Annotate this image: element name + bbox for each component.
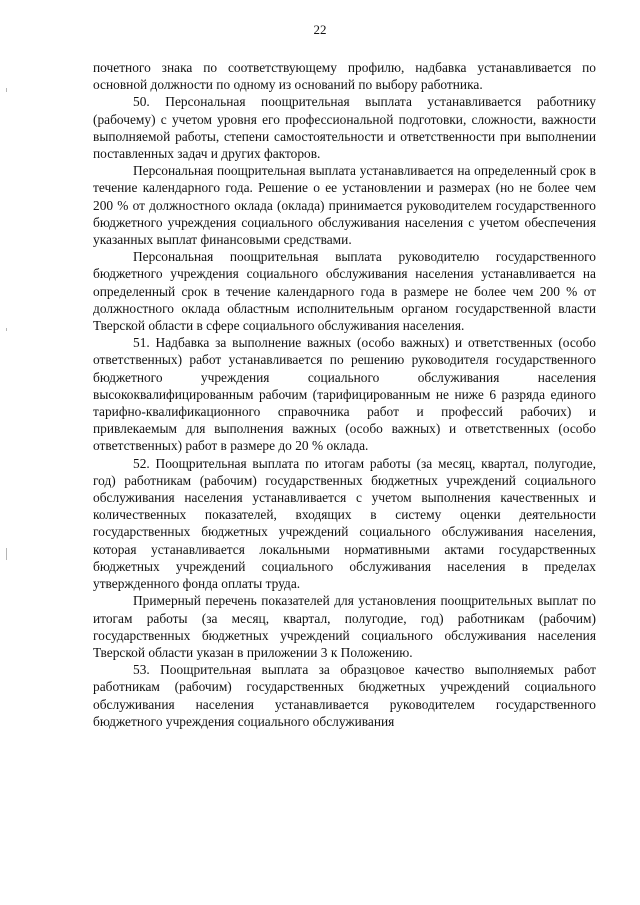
paragraph-52-indicators: Примерный перечень показателей для установления поощрительных выплат по итогам работы (за месяц, квартал, полугодие, год) работникам (рабочим) государственных бюджетных учреждений социального обслуживания населения Тверской области указан в приложении 3 к Положению. — [93, 593, 596, 660]
paragraph-50-term: Персональная поощрительная выплата устанавливается на определенный срок в течение календарного года. Решение о ее установлении и размерах (но не более чем 200 % от должностного оклада (оклада) принимается руководителем государственного бюджетного учреждения социального обслуживания населения с учетом обеспечения указанных выплат финансовыми средствами. — [93, 163, 596, 248]
paragraph-53: 53. Поощрительная выплата за образцовое качество выполняемых работ работникам (рабочим) государственных бюджетных учреждений социального обслуживания населения устанавливается руководителем государственного бюджетного учреждения социального обслуживания — [93, 662, 596, 729]
scan-artifact — [6, 328, 7, 331]
document-body — [93, 59, 596, 730]
scan-artifact — [6, 88, 7, 92]
paragraph-51: 51. Надбавка за выполнение важных (особо важных) и ответственных (особо ответственных) работ устанавливается по решению руководителя государственного бюджетного учреждения социального обслуживания населения высококвалифицированным рабочим (тарифицированным не ниже 6 разряда единого тарифно-квалификационного справочника работ и профессий рабочих) и привлекаемым для выполнения важных (особо важных) и ответственных (особо ответственных) работ в размере до 20 % оклада. — [93, 335, 596, 454]
scan-artifact — [6, 548, 7, 560]
paragraph-50: 50. Персональная поощрительная выплата устанавливается работнику (рабочему) с учетом уровня его профессиональной подготовки, сложности, важности выполняемой работы, степени самостоятельности и ответственности при выполнении поставленных задач и других факторов. — [93, 94, 596, 162]
paragraph-52: 52. Поощрительная выплата по итогам работы (за месяц, квартал, полугодие, год) работникам (рабочим) государственных бюджетных учреждений социального обслуживания населения устанавливается с учетом выполнения качественных и количественных показателей, входящих в систему оценки деятельности государственных бюджетных учреждений социального обслуживания населения, которая устанавливается локальными нормативными актами государственных бюджетных учреждений социального обслуживания населения в пределах утвержденного фонда оплаты труда. — [93, 455, 596, 592]
paragraph-50-director: Персональная поощрительная выплата руководителю государственного бюджетного учреждения социального обслуживания населения устанавливается на определенный срок в течение календарного года в размере не более чем 200 % от должностного оклада областным исполнительным органом государственной власти Тверской области в сфере социального обслуживания населения. — [93, 249, 596, 334]
paragraph-continuation: почетного знака по соответствующему профилю, надбавка устанавливается по основной должности по одному из оснований по выбору работника. — [93, 60, 596, 93]
page-number: 22 — [313, 22, 327, 37]
